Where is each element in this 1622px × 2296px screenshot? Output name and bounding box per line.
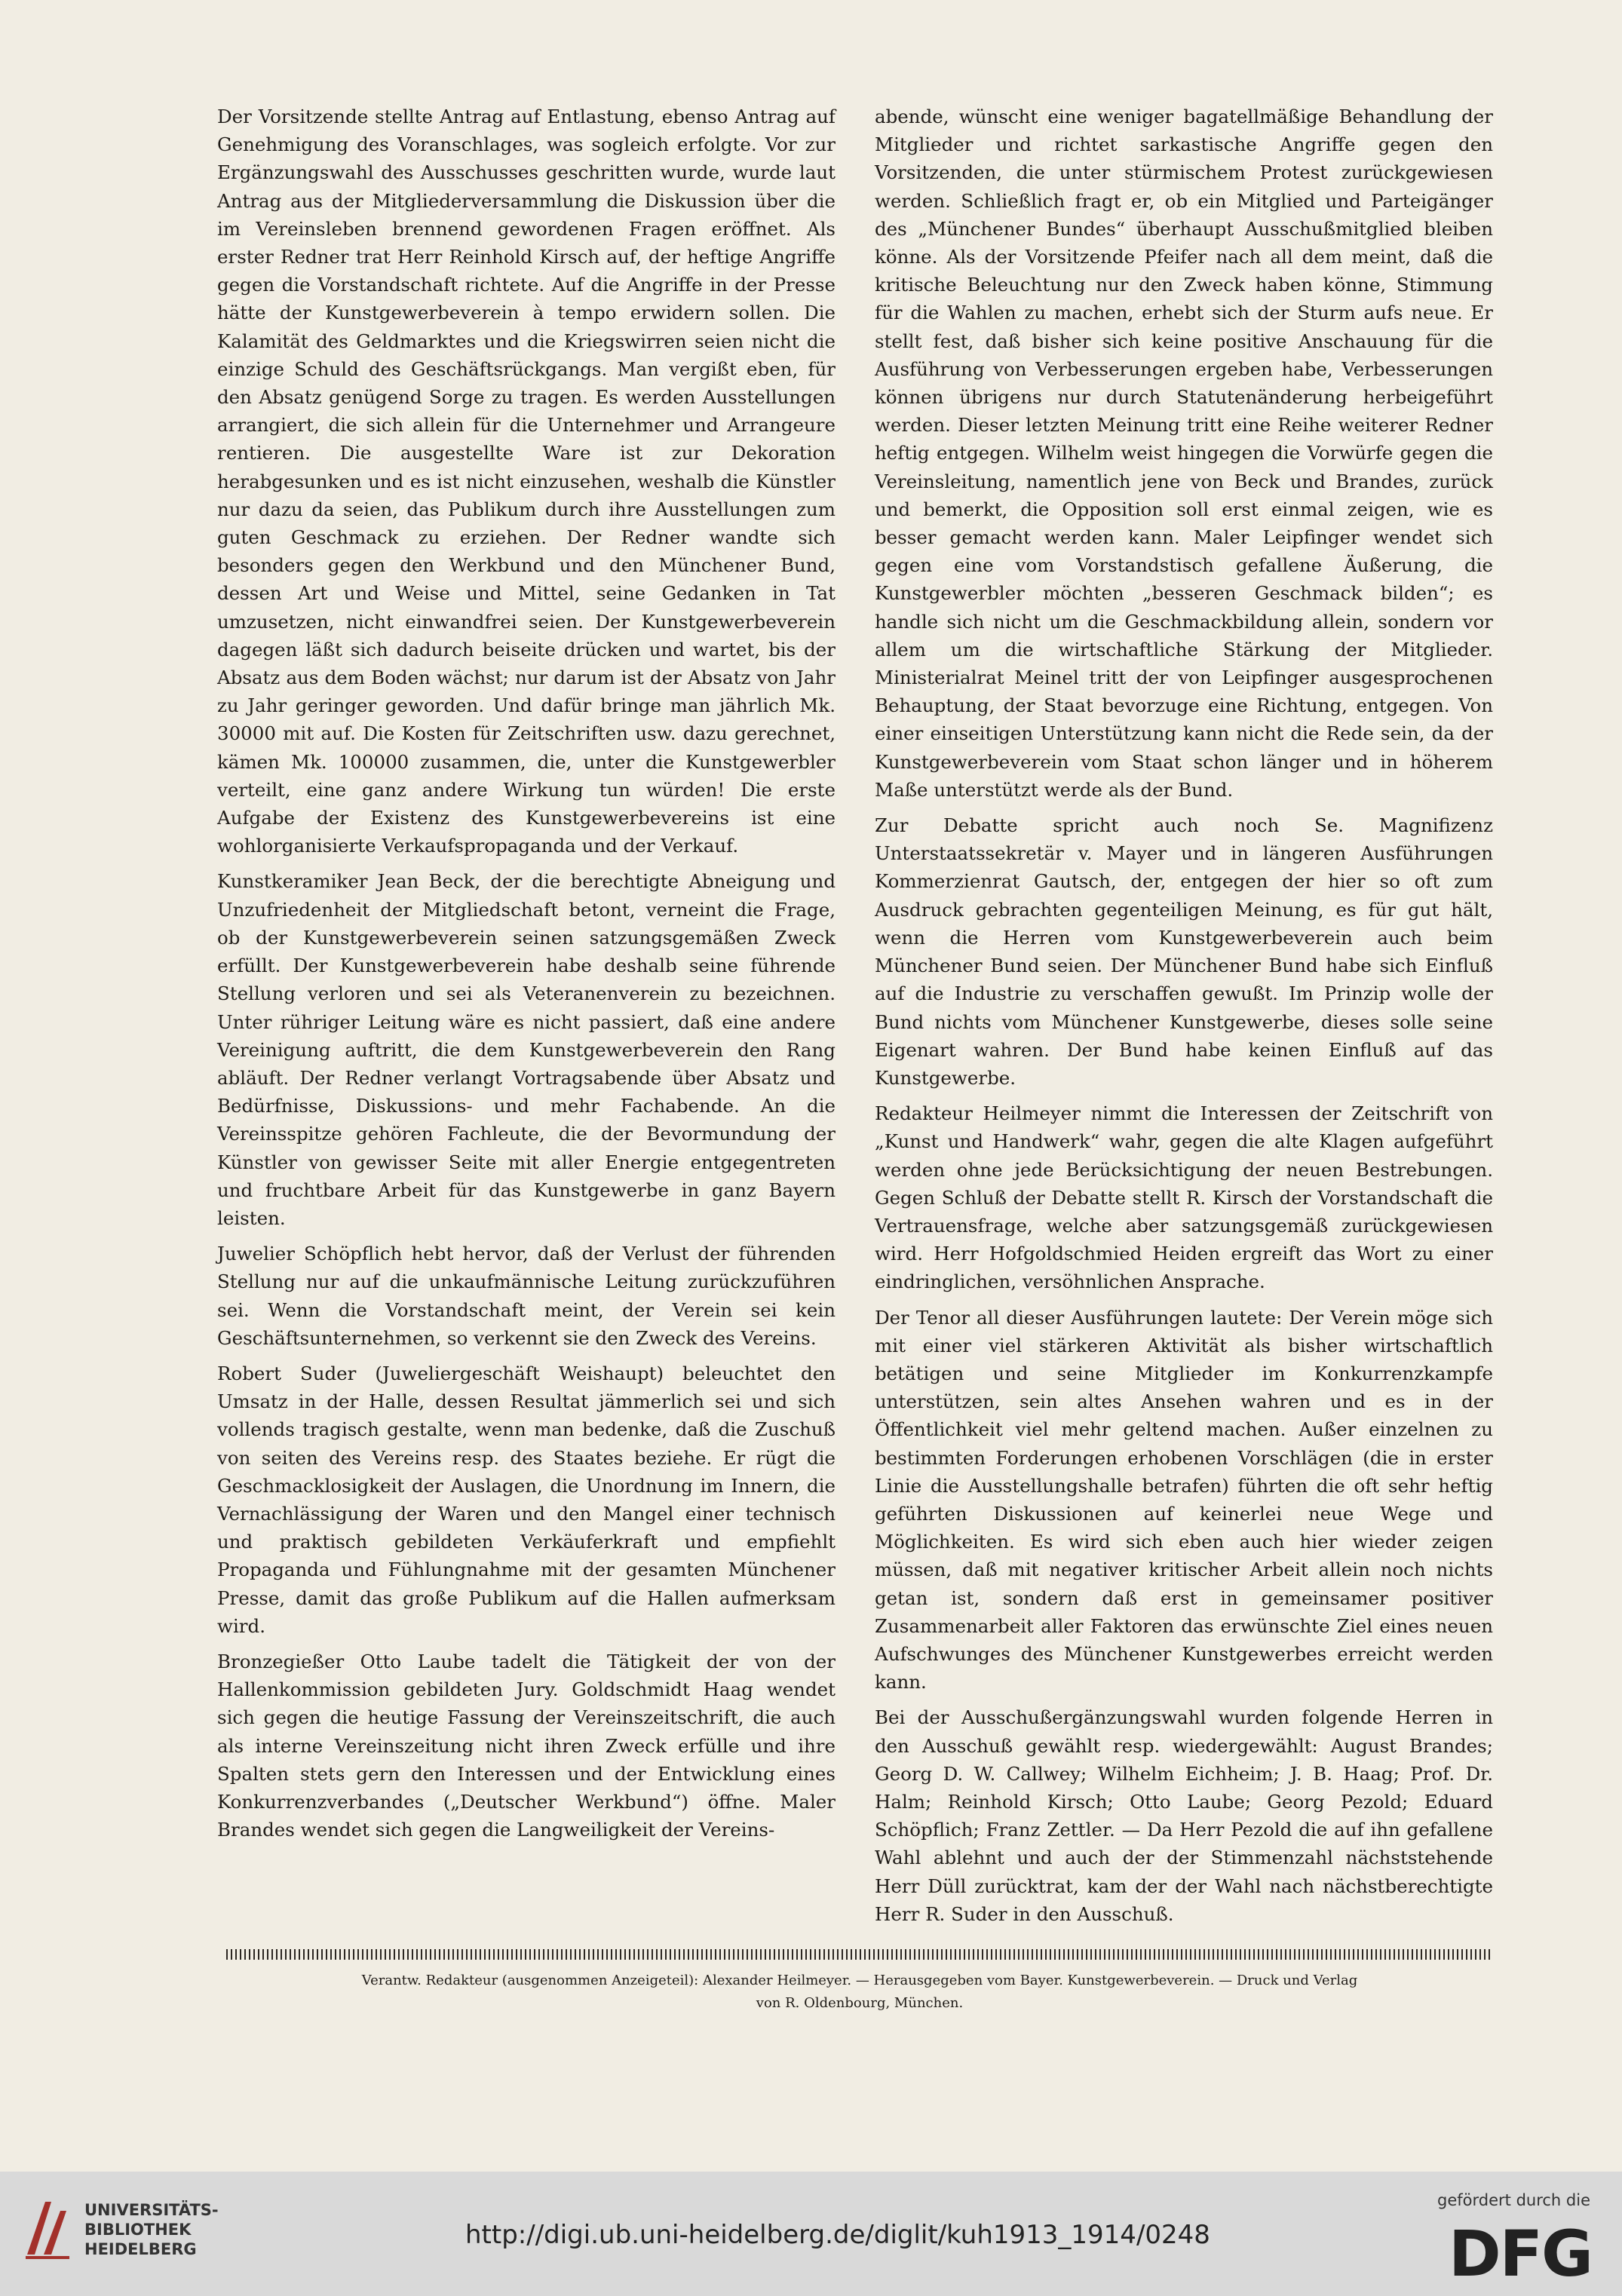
paragraph: Bei der Ausschußergänzungswahl wurden folgende Herren in den Ausschuß gewählt resp. wiedergewählt: August Brandes; Georg D. W. Callwey; Wilhelm Eichheim; J. B. Haag; Prof. Dr. Halm; Reinhold Kirsch; Otto Laube; Georg Pezold; Eduard Schöpflich; Franz Zettler. — Da Herr Pezold die auf ihn gefallene Wahl ablehnt und auch der der Stimmenzahl nächststehende Herr Düll zurücktrat, kam der der Wahl nach nächstberechtigte Herr R. Suder in den Ausschuß.	[875, 1706, 1493, 1925]
dfg-logo: DFG	[1448, 2217, 1592, 2291]
paragraph: Der Tenor all dieser Ausführungen lautete: Der Verein möge sich mit einer viel stärkeren Aktivität als bisher wirtschaftlich betätigen und seine Mitglieder im Konkurrenzkampfe unterstützen, sein altes Ansehen wahren und es in der Öffentlichkeit viel mehr geltend machen. Außer einzelnen zu bestimmten Forderungen erhobenen Vorschlägen (die in erster Linie die Ausstellungshalle betrafen) führten die oft sehr heftig geführten Diskussionen auf keinerlei neue Wege und Möglichkeiten. Es wird sich eben auch hier wieder zeigen müssen, daß mit negativer kritischer Arbeit allein noch nichts getan ist, sondern daß erst in gemeinsamer positiver Zusammenarbeit aller Faktoren das erwünschte Ziel eines neuen Aufschwunges des Münchener Kunstgewerbes erreicht werden kann.	[875, 1306, 1493, 1694]
funded-by-label: gefördert durch die	[1437, 2191, 1590, 2209]
viewer-footer	[0, 2172, 1622, 2296]
imprint-line: von R. Oldenbourg, München.	[756, 1995, 964, 2011]
library-name: UNIVERSITÄTS- BIBLIOTHEK HEIDELBERG	[84, 2201, 219, 2258]
paragraph: Bronzegießer Otto Laube tadelt die Tätigkeit der von der Hallenkommission gebildeten Jury. Goldschmidt Haag wendet sich gegen die heutige Fassung der Vereinszeitschrift, die auch als interne Vereinszeitung nicht ihren Zweck erfülle und ihre Spalten stets gern den Interessen und der Entwicklung eines Konkurrenzverbandes („Deutscher Werkbund“) öffne. Maler Brandes wendet sich gegen die Langweiligkeit der Vereins-	[217, 1650, 836, 1841]
paragraph: Zur Debatte spricht auch noch Se. Magnifizenz Unterstaatssekretär v. Mayer und in längeren Ausführungen Kommerzienrat Gautsch, der, entgegen der hier so oft zum Ausdruck gebrachten gegenteiligen Meinung, es für gut hält, wenn die Herren vom Kunstgewerbeverein auch beim Münchener Bund seien. Der Münchener Bund habe sich Einfluß auf die Industrie zu verschaffen gewußt. Im Prinzip wolle der Bund nichts vom Münchener Kunstgewerbe, dieses solle seine Eigenart wahren. Der Bund habe keinen Einfluß auf das Kunstgewerbe.	[875, 814, 1493, 1089]
paragraph: Juwelier Schöpflich hebt hervor, daß der Verlust der führenden Stellung nur auf die unkaufmännische Leitung zurückzuführen sei. Wenn die Vorstandschaft meint, der Verein sei kein Geschäftsunternehmen, so verkennt sie den Zweck des Vereins.	[217, 1243, 836, 1349]
paragraph: Der Vorsitzende stellte Antrag auf Entlastung, ebenso Antrag auf Genehmigung des Voranschlages, was sogleich erfolgte. Vor zur Ergänzungswahl des Ausschusses geschritten wurde, wurde laut Antrag aus der Mitgliederversammlung die Diskussion über die im Vereinsleben brennend gewordenen Fragen eröffnet. Als erster Redner trat Herr Reinhold Kirsch auf, der heftige Angriffe gegen die Vorstandschaft richtete. Auf die Angriffe in der Presse hätte der Kunstgewerbeverein à tempo erwidern sollen. Die Kalamität des Geldmarktes und die Kriegswirren seien nicht die einzige Schuld des Geschäftsrückgangs. Man vergißt eben, für den Absatz genügend Sorge zu tragen. Es werden Ausstellungen arrangiert, die sich allein für die Unternehmer und Arrangeure rentieren. Die ausgestellte Ware ist zur Dekoration herabgesunken und es ist nicht einzusehen, weshalb die Künstler nur dazu da seien, das Publikum durch ihre Ausstellungen zum guten Geschmack zu erziehen. Der Redner wandte sich besonders gegen den Werkbund und den Münchener Bund, dessen Art und Weise und Mittel, seine Gedanken in Tat umzusetzen, nicht einwandfrei seien. Der Kunstgewerbeverein dagegen läßt sich dadurch beiseite drücken und wartet, bis der Absatz aus dem Boden wächst; nur darum ist der Absatz von Jahr zu Jahr geringer geworden. Und dafür bringe man jährlich Mk. 30000 mit auf. Die Kosten für Zeitschriften usw. dazu gerechnet, kämen Mk. 100000 zusammen, die, unter die Kunstgewerbler verteilt, eine ganz andere Wirkung tun würden! Die erste Aufgabe der Existenz des Kunstgewerbevereins ist eine wohlorganisierte Verkaufspropaganda und der Verkauf.	[217, 106, 836, 857]
paragraph: Redakteur Heilmeyer nimmt die Interessen der Zeitschrift von „Kunst und Handwerk“ wahr, gegen die alte Klagen aufgeführt werden ohne jede Berücksichtigung der neuen Bestrebungen. Gegen Schluß der Debatte stellt R. Kirsch der Vorstandschaft die Vertrauensfrage, welche aber satzungsgemäß zurückgewiesen wird. Herr Hofgoldschmied Heiden ergreift das Wort zu einer eindringlichen, versöhnlichen Ansprache.	[875, 1102, 1493, 1293]
left-text-column	[217, 103, 836, 1851]
imprint	[226, 1970, 1493, 2015]
paragraph: abende, wünscht eine weniger bagatellmäßige Behandlung der Mitglieder und richtet sarkastische Angriffe gegen den Vorsitzenden, die unter stürmischem Protest zurückgewiesen werden. Schließlich fragt er, ob ein Mitglied und Parteigänger des „Münchener Bundes“ überhaupt Ausschußmitglied bleiben könne. Als der Vorsitzende Pfeifer nach all dem meint, daß die kritische Beleuchtung nur den Zweck haben könne, Stimmung für die Wahlen zu machen, erhebt sich der Sturm aufs neue. Er stellt fest, daß bisher sich keine positive Anschauung für die Ausführung von Verbesserungen ergeben habe, Verbesserungen können übrigens nur durch Statutenänderung herbeigeführt werden. Dieser letzten Meinung tritt eine Reihe weiterer Redner heftig entgegen. Wilhelm weist hingegen die Vorwürfe gegen die Vereinsleitung, namentlich jene von Beck und Brandes, zurück und bemerkt, die Opposition soll erst einmal zeigen, wie es besser gemacht werden kann. Maler Leipfinger wendet sich gegen eine vom Vorstandstisch gefallene Äußerung, die Kunstgewerbler möchten „besseren Geschmack bilden“; es handle sich nicht um die Geschmackbildung allein, sondern vor allem um die wirtschaftliche Stärkung der Mitglieder. Ministerialrat Meinel tritt der von Leipfinger ausgesprochenen Behauptung, der Staat bevorzuge eine Richtung, entgegen. Von einer einseitigen Unterstützung kann nicht die Rede sein, da der Kunstgewerbeverein vom Staat schon länger und in höherem Maße unterstützt werde als der Bund.	[875, 106, 1493, 801]
paragraph: Robert Suder (Juweliergeschäft Weishaupt) beleuchtet den Umsatz in der Halle, dessen Resultat jämmerlich sei und sich vollends tragisch gestalte, wenn man bedenke, daß die Zuschuß von seiten des Vereins resp. des Staates beziehe. Er rügt die Geschmacklosigkeit der Auslagen, die Unordnung im Innern, die Vernachlässigung der Waren und den Mangel einer technisch und praktisch gebildeten Verkäuferkraft und empfiehlt Propaganda und Fühlungnahme mit der gesamten Münchener Presse, damit das große Publikum auf die Hallen aufmerksam wird.	[217, 1362, 836, 1637]
imprint-line: Verantw. Redakteur (ausgenommen Anzeigeteil): Alexander Heilmeyer. — Herausgegeben vom Bayer. Kunstgewerbeverein. — Druck und Verlag	[361, 1973, 1358, 1988]
dotted-divider	[226, 1949, 1493, 1960]
library-logo-icon	[21, 2194, 74, 2262]
page-url[interactable]: http://digi.ub.uni-heidelberg.de/diglit/kuh1913_1914/0248	[465, 2220, 1210, 2250]
right-text-column	[875, 103, 1493, 1936]
paragraph: Kunstkeramiker Jean Beck, der die berechtigte Abneigung und Unzufriedenheit der Mitgliedschaft betont, verneint die Frage, ob der Kunstgewerbeverein seinen satzungsgemäßen Zweck erfüllt. Der Kunstgewerbeverein habe deshalb seine führende Stellung verloren und sei als Veteranenverein zu bezeichnen. Unter rühriger Leitung wäre es nicht passiert, daß eine andere Vereinigung auftritt, die dem Kunstgewerbeverein den Rang abläuft. Der Redner verlangt Vortragsabende über Absatz und Bedürfnisse, Diskussions- und mehr Fachabende. An die Vereinsspitze gehören Fachleute, die der Bevormundung der Künstler von gewisser Seite mit aller Energie entgegentreten und fruchtbare Arbeit für das Kunstgewerbe in ganz Bayern leisten.	[217, 870, 836, 1229]
